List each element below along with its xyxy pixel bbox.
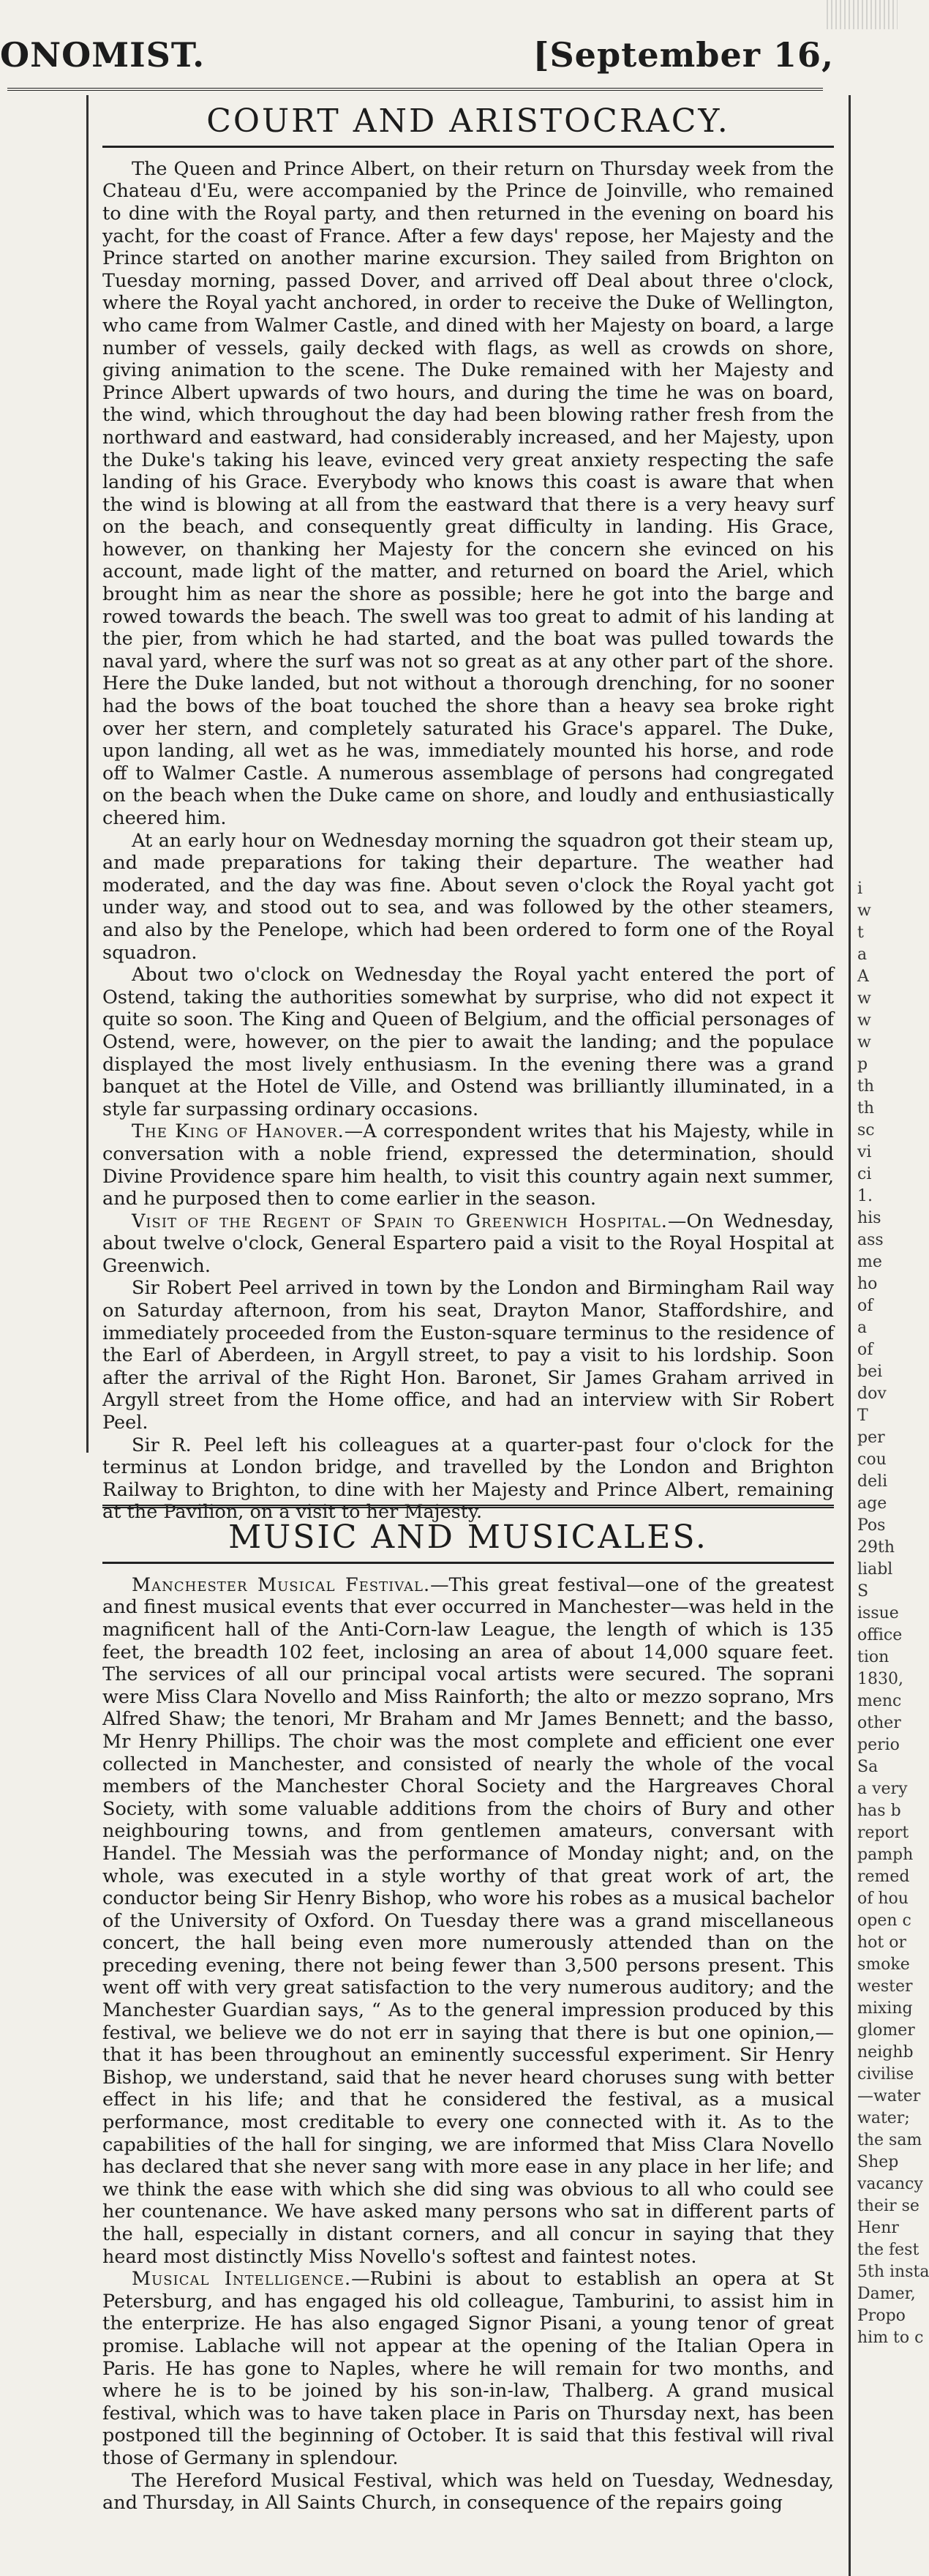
margin-fragment: —water — [857, 2087, 921, 2105]
margin-fragment: 5th insta — [857, 2263, 929, 2281]
running-head — [0, 35, 834, 78]
margin-fragment: Sa — [857, 1758, 879, 1776]
court-heading: COURT AND ARISTOCRACY. — [206, 102, 730, 140]
margin-fragment: issue — [857, 1604, 899, 1622]
margin-fragment: of — [857, 1297, 873, 1315]
margin-fragment: office — [857, 1626, 903, 1644]
hanover-paragraph — [102, 1120, 834, 1210]
margin-fragment: i — [857, 880, 863, 898]
margin-fragment: th — [857, 1077, 875, 1096]
margin-fragment: glomer — [857, 2021, 915, 2040]
margin-fragment: 29th — [857, 1538, 895, 1557]
margin-fragment: ci — [857, 1165, 872, 1183]
peel-paragraph: Sir R. Peel left his colleagues at a quarter-past four o'clock for the terminus at London bridge, and travelled by the London and Brighton Railway to Brighton, to dine with her Majesty and Prince Albert, remaining at the Pavilion, on a visit to her Majesty. — [102, 1434, 834, 1524]
peel-paragraph: Sir Robert Peel arrived in town by the London and Birmingham Rail way on Saturday afternoon, from his seat, Drayton Manor, Staffordshire, and immediately proceeded from the Euston-square terminus to the residence of the Earl of Aberdeen, in Argyll street, to pay a visit to his lordship. Soon after the arrival of the Right Hon. Baronet, Sir James Graham arrived in Argyll street from the Home office, and had an interview with Sir Robert Peel. — [102, 1277, 834, 1434]
margin-fragment: other — [857, 1714, 901, 1732]
margin-fragment: w — [857, 989, 871, 1008]
margin-fragment: a — [857, 1319, 868, 1337]
margin-fragment: of — [857, 1341, 873, 1359]
margin-fragment: tion — [857, 1648, 889, 1666]
margin-fragment: report — [857, 1824, 909, 1842]
margin-fragment: vacancy — [857, 2175, 923, 2193]
hanover-text: —A correspondent writes that his Majesty, while in conversation with a noble friend, expressed the determination, should Divine Providence spare him health, to visit this country again next summer, and he purposed then to come earlier in the season. — [102, 1120, 834, 1210]
festival-lead: Manchester Musical Festival. — [132, 1573, 431, 1596]
regent-paragraph — [102, 1210, 834, 1278]
margin-fragment: the fest — [857, 2241, 919, 2259]
issue-date: [September 16, — [533, 35, 834, 75]
court-paragraph: At an early hour on Wednesday morning the squadron got their steam up, and made preparations for taking their departure. The weather had moderated, and the day was fine. About seven o'clock the Royal yacht got under way, and stood out to sea, and was followed by the other steamers, and also by the Penelope, which had been ordered to form one of the Royal squadron. — [102, 829, 834, 964]
margin-fragment: per — [857, 1429, 885, 1447]
margin-fragment: has b — [857, 1802, 901, 1820]
margin-fragment: liabl — [857, 1560, 893, 1579]
margin-fragment: A — [857, 967, 869, 986]
intelligence-paragraph — [102, 2268, 834, 2469]
margin-fragment: w — [857, 1011, 871, 1030]
margin-fragment: smoke — [857, 1955, 910, 1974]
margin-fragment: T — [857, 1407, 868, 1425]
court-paragraph: The Queen and Prince Albert, on their return on Thursday week from the Chateau d'Eu, were accompanied by the Prince de Joinville, who remained to dine with the Royal party, and then returned in the evening on board his yacht, for the coast of France. After a few days' repose, her Majesty and the Prince started on another marine excursion. They sailed from Brighton on Tuesday morning, passed Dover, and arrived off Deal about three o'clock, where the Royal yacht anchored, in order to receive the Duke of Wellington, who came from Walmer Castle, and dined with her Majesty on board, a large number of vessels, gaily decked with flags, as well as crowds on shore, giving animation to the scene. The Duke remained with her Majesty and Prince Albert upwards of two hours, and during the time he was on board, the wind, which throughout the day had been blowing rather fresh from the northward and eastward, had considerably increased, and her Majesty, upon the Duke's taking his leave, evinced very great anxiety respecting the safe landing of his Grace. Everybody who knows this coast is aware that when the wind is blowing at all from the eastward that there is a very heavy surf on the beach, and consequently great difficulty in landing. His Grace, however, on thanking her Majesty for the concern she evinced on his account, made light of the matter, and returned on board the Ariel, which brought him as near the shore as possible; here he got into the barge and rowed towards the beach. The swell was too great to admit of his landing at the pier, from which he had started, and the boat was pulled towards the naval yard, where the surf was not so great as at any other part of the shore. Here the Duke landed, but not without a thorough drenching, for no sooner had the bows of the boat touched the shore than a heavy sea broke right over her stern, and completely saturated his Grace's apparel. The Duke, upon landing, all wet as he was, immediately mounted his horse, and rode off to Walmer Castle. A numerous assemblage of persons had congregated on the beach when the Duke came on shore, and loudly and enthusiastically cheered him. — [102, 157, 834, 830]
music-body — [102, 1574, 834, 2515]
margin-fragment: a — [857, 946, 868, 964]
music-section — [102, 1500, 834, 2569]
margin-fragment: 1830, — [857, 1670, 903, 1688]
intelligence-text: —Rubini is about to establish an opera at St Petersburg, and has engaged his old colleague, Tamburini, to assist him in the enterprize. He has also engaged Signor Pisani, a young tenor of great promise. Lablache will not appear at the opening of the Italian Opera in Paris. He has gone to Naples, where he will remain for two months, and where he is to be joined by his son-in-law, Thalberg. A grand musical festival, which was to have taken place in Paris on Thursday next, has been postponed till the beginning of October. It is said that this festival will rival those of Germany in splendour. — [102, 2268, 835, 2469]
header-rule — [7, 88, 823, 91]
margin-fragment: pamph — [857, 1846, 914, 1864]
margin-fragment: of hou — [857, 1890, 909, 1908]
margin-fragment: Damer, — [857, 2285, 916, 2303]
music-heading-rule — [102, 1562, 834, 1564]
margin-fragment: age — [857, 1494, 887, 1513]
court-body — [102, 158, 834, 1524]
margin-fragment: w — [857, 902, 871, 920]
regent-lead: Visit of the Regent of Spain to Greenwich Hospital. — [132, 1210, 668, 1232]
court-paragraph: About two o'clock on Wednesday the Royal yacht entered the port of Ostend, taking the authorities somewhat by surprise, who did not expect it quite so soon. The King and Queen of Belgium, and the official personages of Ostend, were, however, on the pier to await the landing; and the populace displayed the most lively enthusiasm. In the evening there was a grand banquet at the Hotel de Ville, and Ostend was brilliantly illuminated, in a style far surpassing ordinary occasions. — [102, 964, 834, 1120]
margin-fragment: his — [857, 1209, 881, 1227]
publication-title: ONOMIST. — [0, 35, 206, 75]
margin-fragment: t — [857, 924, 864, 942]
margin-fragment: remed — [857, 1868, 910, 1886]
margin-fragment: S — [857, 1582, 869, 1600]
margin-fragment: open c — [857, 1912, 911, 1930]
margin-fragment: ass — [857, 1231, 884, 1249]
margin-fragment: bei — [857, 1363, 883, 1381]
margin-fragment: sc — [857, 1121, 875, 1139]
adjacent-column-fragments — [857, 878, 929, 2561]
margin-fragment: perio — [857, 1736, 900, 1754]
regent-text: —On Wednesday, about twelve o'clock, General Espartero paid a visit to the Royal Hospital at Greenwich. — [102, 1210, 835, 1277]
margin-fragment: their se — [857, 2197, 919, 2215]
margin-fragment: a very — [857, 1780, 908, 1798]
margin-fragment: 1. — [857, 1187, 873, 1205]
festival-paragraph — [102, 1574, 834, 2268]
margin-fragment: civilise — [857, 2065, 914, 2083]
column-rule-right — [849, 95, 851, 2576]
margin-fragment: vi — [857, 1143, 872, 1161]
festival-text: —This great festival—one of the greatest and finest musical events that ever occurred in Manchester—was held in the magnificent hall of the Anti-Corn-law League, the length of which is 135 feet, the breadth 102 feet, inclosing an area of about 14,000 square feet. The services of all our principal vocal artists were secured. The soprani were Miss Clara Novello and Miss Rainforth; the alto or mezzo soprano, Mrs Alfred Shaw; the tenori, Mr Braham and Mr James Bennett; and the basso, Mr Henry Phillips. The choir was the most complete and efficient one ever collected in Manchester, and consisted of nearly the whole of the vocal members of the Manchester Choral Society and the Hargreaves Choral Society, with some valuable additions from the choirs of Bury and other neighbouring towns, and from gentlemen amateurs, conversant with Handel. The Messiah was the performance of Monday night; and, on the whole, was executed in a style worthy of that great work of art, the conductor being Sir Henry Bishop, who wore his robes as a musical bachelor of the University of Oxford. On Tuesday there was a grand miscellaneous concert, the hall being even more numerously attended than on the preceding evening, there not being fewer than 3,500 persons present. This went off with very great satisfaction to the very numerous auditory; and the Manchester Guardian says, “ As to the general impression produced by this festival, we believe we do not err in saying that there is but one opinion,—that it has been throughout an eminently successful experiment. Sir Henry Bishop, we understand, said that he never heard choruses sung with better effect in his life; and that he considered the festival, as a musical performance, most creditable to every one connected with it. As to the capabilities of the hall for singing, we are informed that Miss Clara Novello has declared that she never sang with more ease in any place in her life; and we think the ease with which she did sing was obvious to all who could see her countenance. We have asked many persons who sat in different parts of the hall, especially in distant corners, and all concur in saying that they heard most distinctly Miss Novello's softest and faintest notes. — [102, 1573, 834, 2268]
margin-fragment: hot or — [857, 1933, 907, 1952]
music-heading: MUSIC AND MUSICALES. — [228, 1519, 708, 1556]
margin-fragment: th — [857, 1099, 875, 1117]
margin-fragment: deli — [857, 1472, 888, 1491]
margin-fragment: me — [857, 1253, 882, 1271]
margin-fragment: mixing — [857, 1999, 913, 2018]
margin-fragment: Shep — [857, 2153, 899, 2171]
scan-artifact — [827, 0, 898, 29]
margin-fragment: ho — [857, 1275, 878, 1293]
margin-fragment: neighb — [857, 2043, 914, 2062]
margin-fragment: w — [857, 1033, 871, 1052]
margin-fragment: Henr — [857, 2219, 899, 2237]
column-rule-left — [86, 95, 89, 1453]
music-top-rule — [102, 1505, 834, 1508]
court-section — [102, 102, 835, 1524]
margin-fragment: the sam — [857, 2131, 922, 2149]
margin-fragment: p — [857, 1055, 868, 1074]
margin-fragment: Pos — [857, 1516, 886, 1535]
margin-fragment: wester — [857, 1977, 913, 1996]
court-heading-rule — [102, 146, 834, 148]
margin-fragment: him to c — [857, 2329, 924, 2347]
margin-fragment: dov — [857, 1385, 887, 1403]
margin-fragment: water; — [857, 2109, 910, 2127]
hereford-paragraph: The Hereford Musical Festival, which was held on Tuesday, Wednesday, and Thursday, in All Saints Church, in consequence of the repairs going — [102, 2469, 834, 2515]
margin-fragment: cou — [857, 1450, 887, 1469]
margin-fragment: Propo — [857, 2307, 906, 2325]
intelligence-lead: Musical Intelligence. — [132, 2268, 352, 2291]
margin-fragment: menc — [857, 1692, 902, 1710]
hanover-lead: The King of Hanover. — [132, 1120, 345, 1143]
